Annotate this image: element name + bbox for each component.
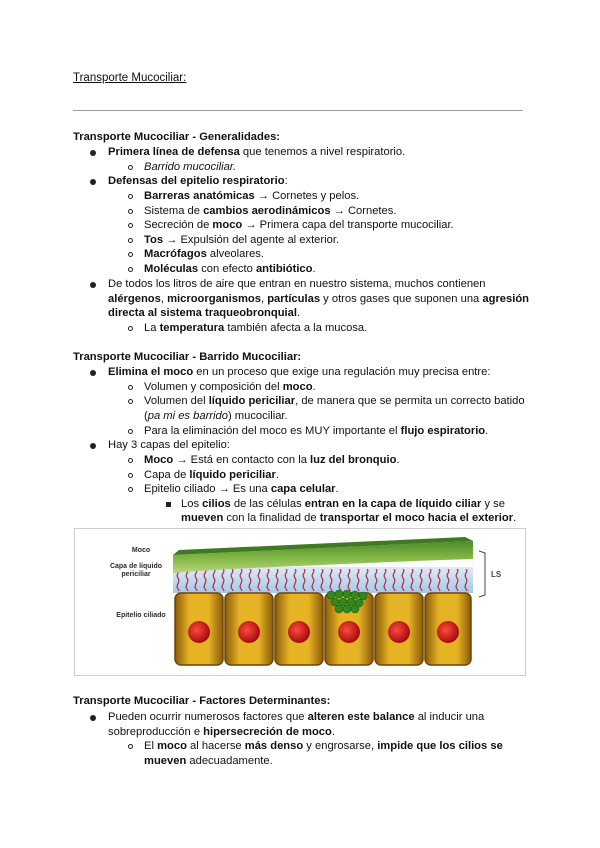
list-subitem-continuation: mueven adecuadamente. — [144, 755, 273, 767]
circle-bullet-icon — [128, 326, 133, 331]
bullet-icon — [90, 179, 96, 185]
list-subitem: Para la eliminación del moco es MUY importante el flujo espiratorio. — [144, 425, 489, 437]
list-subitem: Secreción de moco → Primera capa del transporte mucociliar. — [144, 219, 454, 231]
list-subitem: Volumen del líquido periciliar, de manera que se permita un correcto batido — [144, 395, 525, 407]
section-heading-factores: Transporte Mucociliar - Factores Determinantes: — [73, 695, 331, 707]
label-moco: Moco — [131, 547, 151, 554]
list-subitem-continuation: (pa mi es barrido) mucociliar. — [144, 410, 288, 422]
circle-bullet-icon — [128, 399, 133, 404]
bullet-icon — [90, 370, 96, 376]
section-heading-barrido: Transporte Mucociliar - Barrido Mucociliar: — [73, 351, 302, 363]
list-subitem: Epitelio ciliado → Es una capa celular. — [144, 483, 339, 495]
circle-bullet-icon — [128, 487, 133, 492]
circle-bullet-icon — [128, 238, 133, 243]
circle-bullet-icon — [128, 165, 133, 170]
list-subitem: Tos → Expulsión del agente al exterior. — [144, 234, 340, 246]
epithelium-illustration — [75, 529, 525, 675]
list-item-continuation: directa al sistema traqueobronquial. — [108, 307, 301, 319]
square-bullet-icon — [166, 502, 171, 507]
circle-bullet-icon — [128, 429, 133, 434]
label-epitelio: Epitelio ciliado — [116, 612, 166, 619]
label-ls: LS — [491, 570, 502, 579]
document-title: Transporte Mucociliar: — [73, 72, 187, 84]
mucociliary-diagram — [74, 528, 526, 676]
list-subitem: El moco al hacerse más denso y engrosarse, impide que los cilios se — [144, 740, 503, 752]
circle-bullet-icon — [128, 194, 133, 199]
bullet-icon — [90, 282, 96, 288]
list-subitem: Moléculas con efecto antibiótico. — [144, 263, 316, 275]
list-subitem: Capa de líquido periciliar. — [144, 469, 279, 481]
circle-bullet-icon — [128, 744, 133, 749]
horizontal-divider — [73, 110, 523, 111]
epithelial-cells — [175, 593, 471, 665]
cilia-layer — [173, 569, 473, 591]
list-item: Primera línea de defensa que tenemos a nivel respiratorio. — [108, 146, 406, 158]
bullet-icon — [90, 715, 96, 721]
circle-bullet-icon — [128, 458, 133, 463]
list-item-continuation: sobreproducción e hipersecreción de moco. — [108, 726, 335, 738]
label-capa-liquido: Capa de líquido periciliar — [109, 563, 163, 578]
list-subitem: Barreras anatómicas → Cornetes y pelos. — [144, 190, 360, 202]
list-item: De todos los litros de aire que entran en nuestro sistema, muchos contienen — [108, 278, 486, 290]
circle-bullet-icon — [128, 252, 133, 257]
section-heading-generalidades: Transporte Mucociliar - Generalidades: — [73, 131, 281, 143]
list-item: Hay 3 capas del epitelio: — [108, 439, 230, 451]
list-subitem: La temperatura también afecta a la mucosa. — [144, 322, 368, 334]
list-item: Pueden ocurrir numerosos factores que alteren este balance al inducir una — [108, 711, 485, 723]
list-subitem: Macrófagos alveolares. — [144, 248, 265, 260]
circle-bullet-icon — [128, 267, 133, 272]
list-subitem: Moco → Está en contacto con la luz del bronquio. — [144, 454, 400, 466]
ls-bracket — [479, 551, 485, 597]
list-subitem: Barrido mucociliar. — [144, 161, 237, 173]
circle-bullet-icon — [128, 223, 133, 228]
circle-bullet-icon — [128, 385, 133, 390]
list-subsubitem: Los cilios de las células entran en la capa de líquido ciliar y se — [181, 498, 505, 510]
list-subitem: Volumen y composición del moco. — [144, 381, 316, 393]
list-item: Defensas del epitelio respiratorio: — [108, 175, 288, 187]
list-item: Elimina el moco en un proceso que exige una regulación muy precisa entre: — [108, 366, 491, 378]
list-subitem: Sistema de cambios aerodinámicos → Cornetes. — [144, 205, 397, 217]
list-item-continuation: alérgenos, microorganismos, partículas y otros gases que suponen una agresión — [108, 293, 530, 305]
circle-bullet-icon — [128, 473, 133, 478]
bullet-icon — [90, 443, 96, 449]
list-subsubitem-continuation: mueven con la finalidad de transportar el moco hacia el exterior. — [181, 512, 517, 524]
bullet-icon — [90, 150, 96, 156]
circle-bullet-icon — [128, 209, 133, 214]
